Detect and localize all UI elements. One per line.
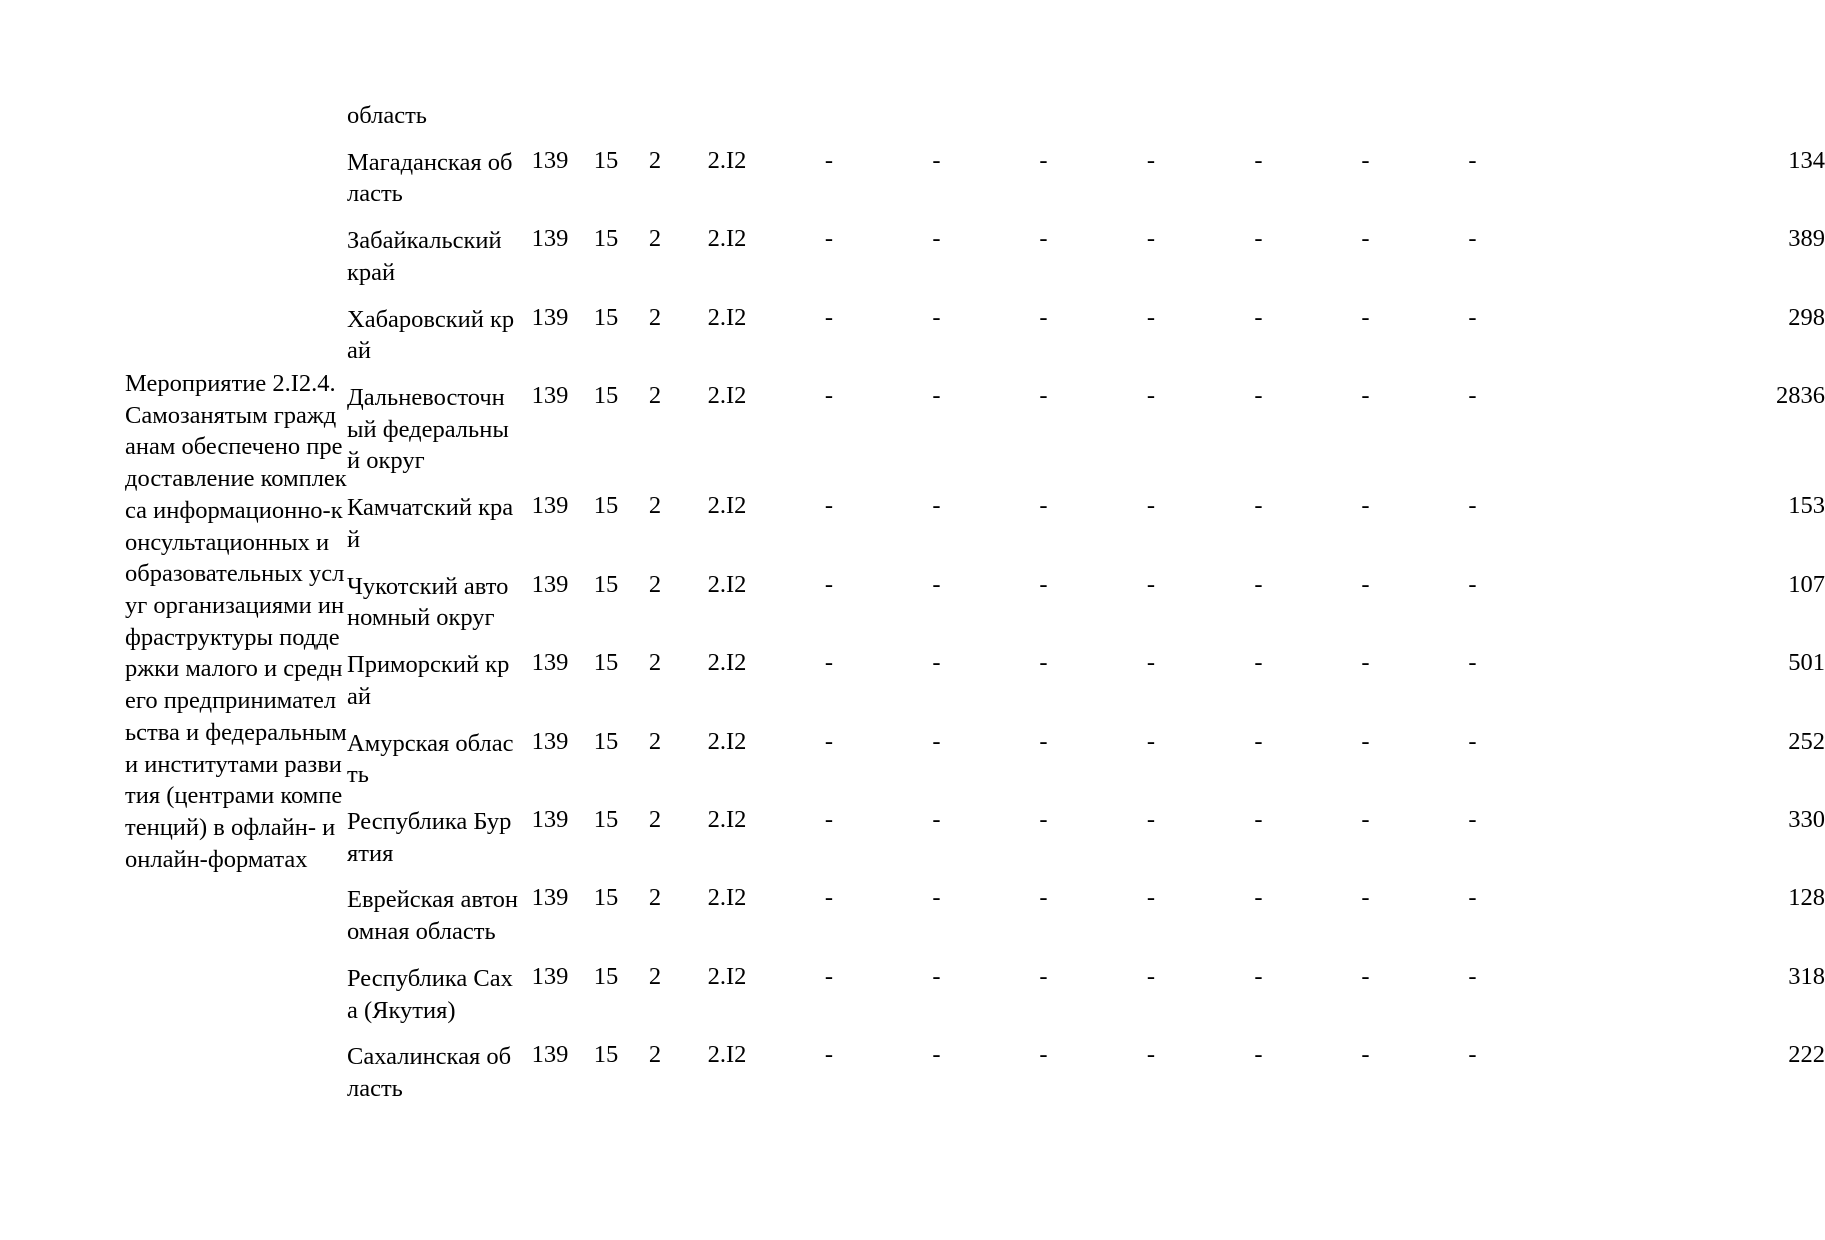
empty-value-cell-3: - — [1039, 649, 1048, 677]
measure-code-cell: 2.I2 — [707, 146, 747, 174]
empty-value-cell-5: - — [1254, 649, 1263, 677]
empty-value-cell-7: - — [1468, 382, 1477, 410]
metric-value-cell-2 — [581, 100, 631, 147]
total-value-cell: 107 — [1788, 570, 1825, 598]
metric-value-cell-2: 15 — [593, 570, 619, 598]
empty-value-cell-3: - — [1039, 225, 1048, 253]
region-name-cell: Камчатский край — [347, 494, 514, 553]
table-row — [125, 492, 1825, 570]
region-name-cell: Сахалинская область — [347, 1043, 512, 1102]
empty-value-cell-1: - — [824, 303, 834, 331]
empty-value-cell-5: - — [1254, 727, 1263, 755]
measure-code-cell: 2.I2 — [707, 884, 747, 912]
empty-value-cell-2: - — [932, 146, 941, 174]
metric-value-cell-1 — [519, 100, 581, 147]
empty-value-cell-3: - — [1039, 805, 1048, 833]
measure-code-cell: 2.I2 — [707, 805, 747, 833]
empty-value-cell-3: - — [1039, 884, 1048, 912]
empty-value-cell-2: - — [932, 303, 941, 331]
empty-value-cell-5: - — [1254, 884, 1263, 912]
total-value-cell: 252 — [1788, 727, 1825, 755]
metric-value-cell-1: 139 — [531, 146, 569, 174]
empty-value-cell-2: - — [932, 1041, 941, 1069]
empty-value-cell-1: - — [824, 146, 834, 174]
metric-value-cell-1: 139 — [531, 805, 569, 833]
empty-value-cell-6 — [1312, 100, 1419, 147]
metric-value-cell-3: 2 — [648, 727, 662, 755]
empty-value-cell-1 — [775, 100, 883, 147]
metric-value-cell-2: 15 — [593, 492, 619, 520]
empty-value-cell-6: - — [1361, 649, 1370, 677]
table-row — [125, 100, 1825, 147]
measure-description-cell — [125, 100, 347, 1120]
metric-value-cell-3: 2 — [648, 884, 662, 912]
metric-value-cell-2: 15 — [593, 805, 619, 833]
total-value-cell: 298 — [1788, 303, 1825, 331]
measure-code-cell: 2.I2 — [707, 303, 747, 331]
measure-code-cell: 2.I2 — [707, 1041, 747, 1069]
empty-value-cell-3: - — [1039, 570, 1048, 598]
empty-value-cell-7: - — [1468, 962, 1477, 990]
table-body — [125, 100, 1825, 1120]
empty-value-cell-3 — [990, 100, 1097, 147]
empty-value-cell-4: - — [1146, 570, 1156, 598]
metric-value-cell-3: 2 — [648, 492, 662, 520]
measure-description-text: Мероприятие 2.I2.4. Самозанятым гражданам обеспечено предоставление комплекса информационно-консультационных и образовательных услуг организациями инфраструктуры поддержки малого и среднего предпринимательства и федеральными институтами развития (центрами компетенций) в офлайн- и онлайн-форматах — [125, 370, 347, 873]
total-value-cell: 2836 — [1776, 382, 1825, 410]
metric-value-cell-3: 2 — [648, 382, 662, 410]
metric-value-cell-1: 139 — [531, 727, 569, 755]
total-value-cell: 134 — [1788, 146, 1825, 174]
measure-code-cell — [679, 100, 775, 147]
measure-code-cell: 2.I2 — [707, 382, 747, 410]
table-row — [125, 571, 1825, 649]
metric-value-cell-1: 139 — [531, 962, 569, 990]
table-row — [125, 147, 1825, 225]
empty-value-cell-6: - — [1361, 225, 1370, 253]
empty-value-cell-3: - — [1039, 382, 1048, 410]
metric-value-cell-1: 139 — [531, 1041, 569, 1069]
empty-value-cell-3: - — [1039, 146, 1048, 174]
region-name-cell: Еврейская автономная область — [347, 886, 519, 946]
total-value-cell: 222 — [1788, 1041, 1825, 1069]
empty-value-cell-5: - — [1254, 805, 1263, 833]
empty-value-cell-2: - — [932, 962, 941, 990]
region-name-cell: Республика Бурятия — [347, 807, 512, 867]
metric-value-cell-2: 15 — [593, 962, 619, 990]
empty-value-cell-3: - — [1039, 1041, 1048, 1069]
region-name-cell: Магаданская область — [347, 148, 513, 208]
table-row — [125, 728, 1825, 806]
measure-code-cell: 2.I2 — [707, 225, 747, 253]
metric-value-cell-2: 15 — [593, 649, 619, 677]
total-value-cell: 501 — [1788, 649, 1825, 677]
total-value-cell: 330 — [1788, 805, 1825, 833]
region-name-cell: Чукотский автономный округ — [347, 572, 509, 632]
empty-value-cell-5: - — [1254, 570, 1263, 598]
empty-value-cell-1: - — [824, 649, 834, 677]
empty-value-cell-7: - — [1468, 492, 1477, 520]
empty-value-cell-2: - — [932, 727, 941, 755]
empty-value-cell-6: - — [1361, 492, 1370, 520]
empty-value-cell-5: - — [1254, 382, 1263, 410]
empty-value-cell-4: - — [1146, 382, 1156, 410]
empty-value-cell-1: - — [824, 382, 834, 410]
metric-value-cell-3: 2 — [648, 225, 662, 253]
measure-code-cell: 2.I2 — [707, 727, 747, 755]
empty-value-cell-6: - — [1361, 303, 1370, 331]
metric-value-cell-1: 139 — [531, 382, 569, 410]
empty-value-cell-4: - — [1146, 649, 1156, 677]
region-name-cell: Забайкальский край — [347, 227, 502, 286]
empty-value-cell-4: - — [1146, 1041, 1156, 1069]
empty-value-cell-1: - — [824, 1041, 834, 1069]
empty-value-cell-7: - — [1468, 303, 1477, 331]
empty-value-cell-7: - — [1468, 727, 1477, 755]
table-row — [125, 225, 1825, 303]
empty-value-cell-1: - — [824, 492, 834, 520]
empty-value-cell-4: - — [1146, 805, 1156, 833]
empty-value-cell-4: - — [1146, 303, 1156, 331]
empty-value-cell-6: - — [1361, 962, 1370, 990]
empty-value-cell-3: - — [1039, 303, 1048, 331]
metric-value-cell-3: 2 — [648, 805, 662, 833]
region-name-cell: Хабаровский край — [347, 305, 515, 365]
region-name-cell: область — [347, 102, 427, 129]
empty-value-cell-2: - — [932, 570, 941, 598]
empty-value-cell-4: - — [1146, 492, 1156, 520]
empty-value-cell-3: - — [1039, 962, 1048, 990]
metric-value-cell-3: 2 — [648, 570, 662, 598]
table-row — [125, 382, 1825, 492]
empty-value-cell-6: - — [1361, 884, 1370, 912]
empty-value-cell-7: - — [1468, 570, 1477, 598]
empty-value-cell-5: - — [1254, 303, 1263, 331]
total-value-cell: 153 — [1788, 492, 1825, 520]
table-row — [125, 649, 1825, 727]
metric-value-cell-2: 15 — [593, 727, 619, 755]
empty-value-cell-6: - — [1361, 146, 1370, 174]
empty-value-cell-7 — [1419, 100, 1526, 147]
empty-value-cell-5: - — [1254, 225, 1263, 253]
measure-code-cell: 2.I2 — [707, 570, 747, 598]
empty-value-cell-4: - — [1146, 884, 1156, 912]
empty-value-cell-7: - — [1468, 225, 1477, 253]
empty-value-cell-1: - — [824, 884, 834, 912]
empty-value-cell-2: - — [932, 805, 941, 833]
metric-value-cell-1: 139 — [531, 225, 569, 253]
metric-value-cell-3: 2 — [648, 649, 662, 677]
total-value-cell: 128 — [1788, 884, 1825, 912]
metric-value-cell-2: 15 — [593, 382, 619, 410]
empty-value-cell-5: - — [1254, 962, 1263, 990]
empty-value-cell-7: - — [1468, 805, 1477, 833]
empty-value-cell-7: - — [1468, 1041, 1477, 1069]
table-row — [125, 1041, 1825, 1119]
empty-value-cell-1: - — [824, 727, 834, 755]
empty-value-cell-4: - — [1146, 225, 1156, 253]
empty-value-cell-7: - — [1468, 884, 1477, 912]
metric-value-cell-1: 139 — [531, 570, 569, 598]
empty-value-cell-2: - — [932, 225, 941, 253]
empty-value-cell-6: - — [1361, 727, 1370, 755]
metric-value-cell-1: 139 — [531, 492, 569, 520]
empty-value-cell-4: - — [1146, 962, 1156, 990]
region-name-cell: Приморский край — [347, 651, 510, 710]
measure-code-cell: 2.I2 — [707, 492, 747, 520]
empty-value-cell-5: - — [1254, 146, 1263, 174]
region-name-cell: Республика Саха (Якутия) — [347, 964, 513, 1024]
empty-value-cell-3: - — [1039, 727, 1048, 755]
empty-value-cell-4: - — [1146, 146, 1156, 174]
empty-value-cell-1: - — [824, 225, 834, 253]
indicators-table — [125, 100, 1825, 1120]
empty-value-cell-4 — [1097, 100, 1205, 147]
empty-value-cell-2: - — [932, 492, 941, 520]
metric-value-cell-3: 2 — [648, 146, 662, 174]
total-value-cell: 318 — [1788, 962, 1825, 990]
empty-value-cell-5: - — [1254, 1041, 1263, 1069]
empty-value-cell-6: - — [1361, 805, 1370, 833]
empty-value-cell-2 — [883, 100, 990, 147]
metric-value-cell-3: 2 — [648, 962, 662, 990]
empty-value-cell-6: - — [1361, 570, 1370, 598]
region-name-cell: Амурская область — [347, 729, 514, 789]
region-name-cell: Дальневосточный федеральный округ — [347, 384, 509, 475]
table-row — [125, 806, 1825, 884]
table-row — [125, 963, 1825, 1041]
empty-value-cell-7: - — [1468, 146, 1477, 174]
metric-value-cell-2: 15 — [593, 303, 619, 331]
metric-value-cell-1: 139 — [531, 649, 569, 677]
empty-value-cell-6: - — [1361, 1041, 1370, 1069]
metric-value-cell-2: 15 — [593, 1041, 619, 1069]
measure-code-cell: 2.I2 — [707, 962, 747, 990]
empty-value-cell-1: - — [824, 962, 834, 990]
metric-value-cell-1: 139 — [531, 303, 569, 331]
empty-value-cell-4: - — [1146, 727, 1156, 755]
metric-value-cell-2: 15 — [593, 225, 619, 253]
empty-value-cell-7: - — [1468, 649, 1477, 677]
empty-value-cell-1: - — [824, 570, 834, 598]
metric-value-cell-2: 15 — [593, 146, 619, 174]
empty-value-cell-6: - — [1361, 382, 1370, 410]
metric-value-cell-2: 15 — [593, 884, 619, 912]
metric-value-cell-3: 2 — [648, 303, 662, 331]
table-row — [125, 884, 1825, 962]
empty-value-cell-2: - — [932, 649, 941, 677]
empty-value-cell-3: - — [1039, 492, 1048, 520]
empty-value-cell-2: - — [932, 884, 941, 912]
metric-value-cell-3: 2 — [648, 1041, 662, 1069]
empty-value-cell-1: - — [824, 805, 834, 833]
empty-value-cell-2: - — [932, 382, 941, 410]
total-value-cell — [1526, 100, 1825, 147]
metric-value-cell-3 — [631, 100, 679, 147]
empty-value-cell-5 — [1205, 100, 1312, 147]
measure-code-cell: 2.I2 — [707, 649, 747, 677]
table-row — [125, 304, 1825, 382]
total-value-cell: 389 — [1788, 225, 1825, 253]
metric-value-cell-1: 139 — [531, 884, 569, 912]
empty-value-cell-5: - — [1254, 492, 1263, 520]
